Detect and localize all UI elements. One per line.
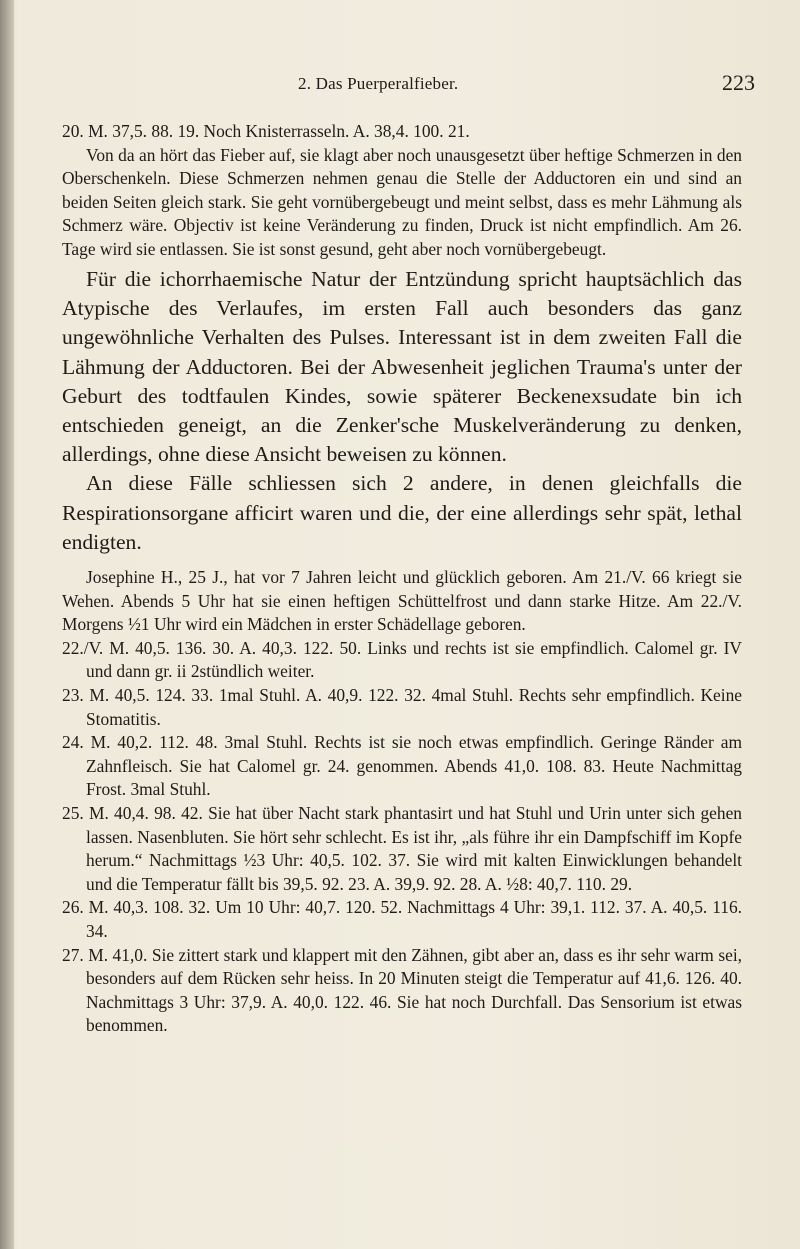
case-josephine-section [62, 566, 742, 1038]
page-binding-shadow [0, 0, 14, 1249]
case-entry: 25. M. 40,4. 98. 42. Sie hat über Nacht stark phantasirt und hat Stuhl und Urin unter sich gehen lassen. Nasenbluten. Sie hört sehr schlecht. Es ist ihr, „als führe ihr ein Dampfschiff im Kopfe herum.“ Nachmittags ½3 Uhr: 40,5. 102. 37. Sie wird mit kalten Einwicklungen behandelt und die Temperatur fällt bis 39,5. 92. 23. A. 39,9. 92. 28. A. ½8: 40,7. 110. 29. [62, 802, 742, 894]
case-josephine-intro: Josephine H., 25 J., hat vor 7 Jahren leicht und glücklich geboren. Am 21./V. 66 kriegt sie Wehen. Abends 5 Uhr hat sie einen heftigen Schüttelfrost und dann starke Hitze. Am 22./V. Morgens ½1 Uhr wird ein Mädchen in erster Schädellage geboren. [62, 567, 742, 635]
discussion-paragraph-1: Für die ichorrhaemische Natur der Entzündung spricht hauptsächlich das Atypische des Verlaufes, im ersten Fall auch besonders das ganz ungewöhnliche Verhalten des Pulses. Interessant ist in dem zweiten Fall die Lähmung der Adductoren. Bei der Abwesenheit jeglichen Trauma's unter der Geburt des todtfaulen Kindes, sowie späterer Beckenexsudate bin ich entschieden geneigt, an die Zenker'sche Muskelveränderung zu denken, allerdings, ohne diese Ansicht beweisen zu können. [62, 267, 742, 467]
case-entry: 22./V. M. 40,5. 136. 30. A. 40,3. 122. 50. Links und rechts ist sie empfindlich. Calomel gr. IV und dann gr. ii 2stündlich weiter. [62, 637, 742, 682]
running-title: 2. Das Puerperalfieber. [298, 74, 459, 93]
case-20-paragraph: Von da an hört das Fieber auf, sie klagt aber noch unausgesetzt über heftige Schmerzen in den Oberschenkeln. Diese Schmerzen nehmen genau die Stelle der Adductoren ein und sind an beiden Seiten gleich stark. Sie geht vornübergebeugt und meint selbst, dass es mehr Lähmung als Schmerz wäre. Objectiv ist keine Veränderung zu finden, Druck ist nicht empfindlich. Am 26. Tage wird sie entlassen. Sie ist sonst gesund, geht aber noch vornübergebeugt. [62, 144, 742, 259]
page-number: 223 [722, 70, 755, 95]
case-entry: 26. M. 40,3. 108. 32. Um 10 Uhr: 40,7. 120. 52. Nachmittags 4 Uhr: 39,1. 112. 37. A. 40,5. 116. 34. [62, 897, 742, 941]
case-entry: 23. M. 40,5. 124. 33. 1mal Stuhl. A. 40,9. 122. 32. 4mal Stuhl. Rechts sehr empfindlich. Keine Stomatitis. [62, 684, 742, 729]
case-20-vitals: 20. M. 37,5. 88. 19. Noch Knisterrasseln. A. 38,4. 100. 21. [62, 121, 470, 141]
case-entry: 24. M. 40,2. 112. 48. 3mal Stuhl. Rechts ist sie noch etwas empfindlich. Geringe Ränder am Zahnfleisch. Sie hat Calomel gr. 24. genommen. Abends 41,0. 108. 83. Heute Nachmittag Frost. 3mal Stuhl. [62, 732, 742, 800]
page-header [100, 70, 755, 98]
discussion-paragraph-2: An diese Fälle schliessen sich 2 andere, in denen gleichfalls die Respirationsorgane afficirt waren und die, der eine allerdings sehr spät, lethal endigten. [62, 471, 742, 554]
case-entry: 27. M. 41,0. Sie zittert stark und klappert mit den Zähnen, gibt aber an, dass es ihr sehr warm sei, besonders auf dem Rücken sehr heiss. In 20 Minuten steigt die Temperatur auf 41,6. 126. 40. Nachmittags 3 Uhr: 37,9. A. 40,0. 122. 46. Sie hat noch Durchfall. Das Sensorium ist etwas benommen. [62, 944, 742, 1036]
main-discussion [62, 265, 742, 557]
case-20-section [62, 120, 742, 262]
